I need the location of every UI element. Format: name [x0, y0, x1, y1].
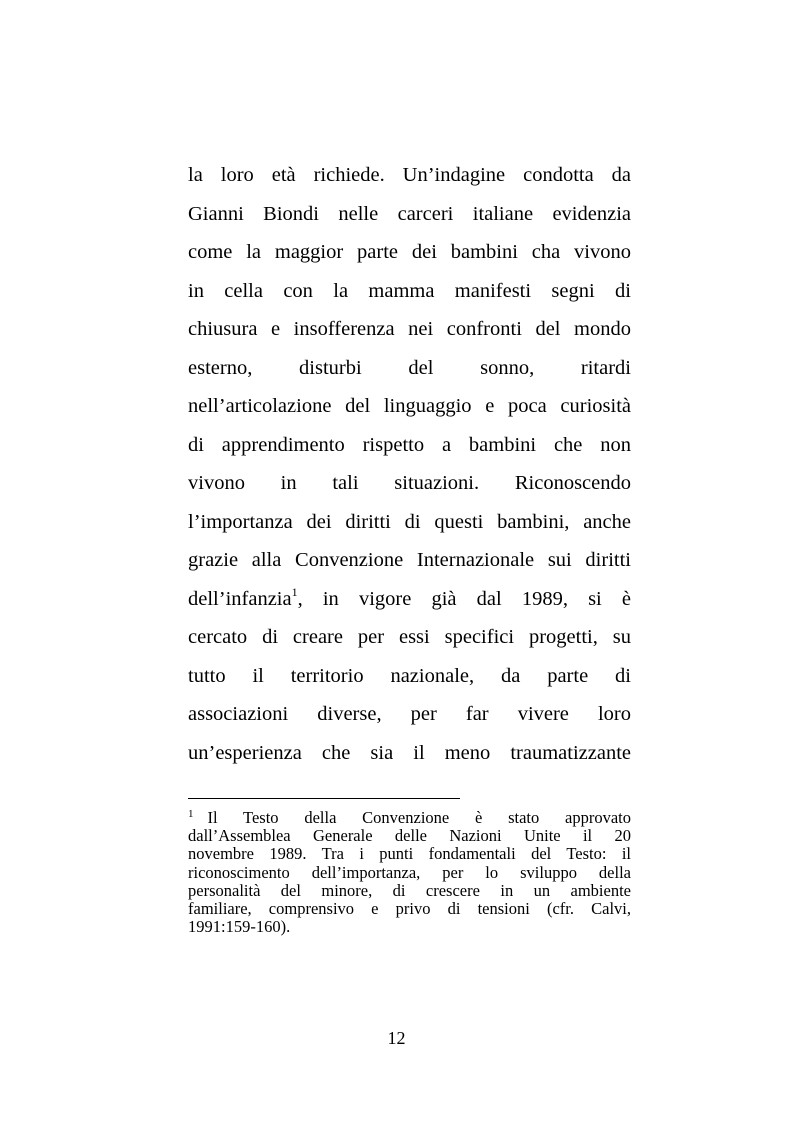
body-line: la loro età richiede. Un’indagine condotta da: [188, 164, 631, 186]
body-line: associazioni diverse, per far vivere loro: [188, 703, 631, 725]
body-line: chiusura e insofferenza nei confronti del mondo: [188, 318, 631, 340]
body-line: vivono in tali situazioni. Riconoscendo: [188, 472, 631, 494]
footnote-reference[interactable]: 1: [291, 584, 298, 599]
footnote-line: 1991:159-160).: [188, 918, 291, 937]
footnote-line-first: [188, 809, 631, 827]
footnote-divider: [188, 798, 460, 799]
body-line: Gianni Biondi nelle carceri italiane evidenzia: [188, 202, 631, 225]
footnote-line: personalità del minore, di crescere in un ambiente: [188, 881, 631, 900]
body-line: come la maggior parte dei bambini cha vivono: [188, 241, 631, 263]
body-line: in cella con la mamma manifesti segni di: [188, 279, 631, 302]
body-line: l’importanza dei diritti di questi bambini, anche: [188, 510, 631, 533]
body-line: di apprendimento rispetto a bambini che non: [188, 433, 631, 456]
body-line: nell’articolazione del linguaggio e poca curiosità: [188, 395, 631, 417]
footnote-line: dall’Assemblea Generale delle Nazioni Unite il 20: [188, 827, 631, 846]
footnote-marker: 1: [188, 809, 194, 820]
page-number: 12: [387, 1028, 406, 1048]
body-line: un’esperienza che sia il meno traumatizzante: [188, 741, 631, 764]
body-line-end: , in vigore già dal 1989, si è: [297, 587, 631, 610]
footnote: [188, 809, 631, 936]
body-text: [188, 156, 631, 772]
body-line-start: dell’infanzia: [188, 587, 292, 610]
body-line: grazie alla Convenzione Internazionale sui diritti: [188, 549, 631, 571]
footnote-line: riconoscimento dell’importanza, per lo sviluppo della: [188, 863, 631, 882]
footnote-line: novembre 1989. Tra i punti fondamentali del Testo: il: [188, 845, 631, 864]
body-line: cercato di creare per essi specifici progetti, su: [188, 626, 631, 648]
footnote-line-text: Il Testo della Convenzione è stato approvato: [207, 809, 631, 827]
body-line: tutto il territorio nazionale, da parte di: [188, 664, 631, 687]
body-line-with-footnote-ref: [188, 580, 631, 619]
footnote-line: familiare, comprensivo e privo di tensioni (cfr. Calvi,: [188, 899, 631, 918]
body-line: esterno, disturbi del sonno, ritardi: [188, 356, 631, 379]
